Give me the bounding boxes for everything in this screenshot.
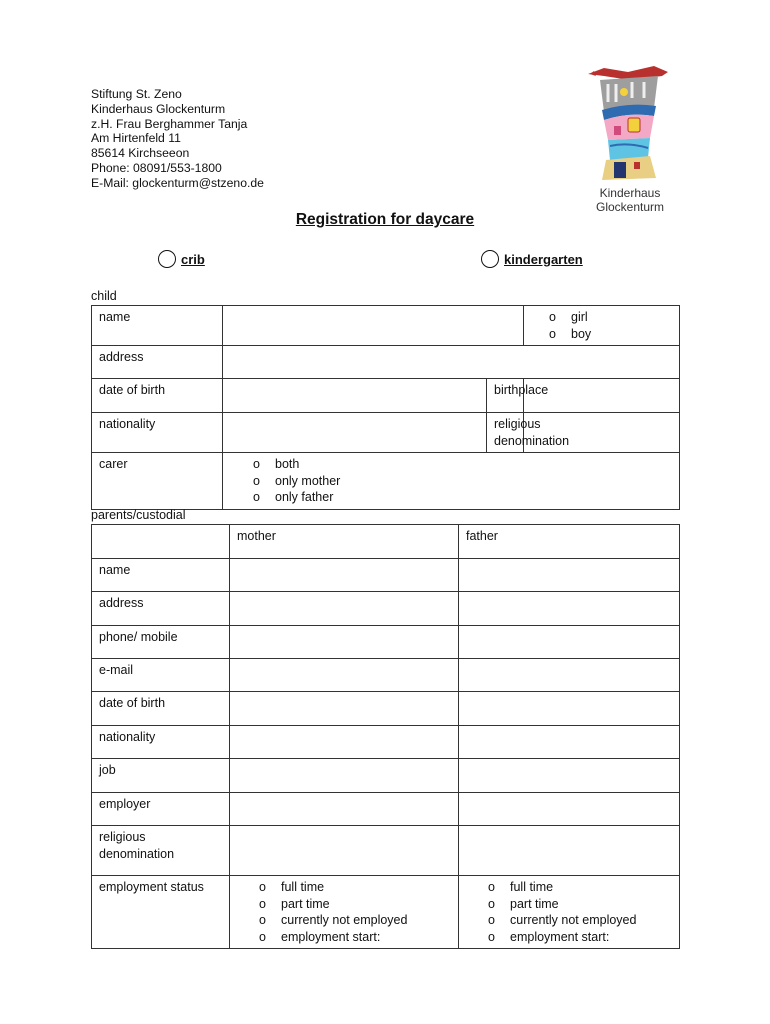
employment-label: employment start: [510, 929, 610, 944]
table-row [92, 453, 680, 510]
child-gender-cell [524, 306, 680, 346]
table-row [92, 306, 680, 346]
kindergarten-radio[interactable] [481, 250, 499, 268]
mother-field[interactable] [230, 793, 459, 826]
table-row [92, 659, 680, 692]
table-row [92, 379, 680, 413]
crib-label: crib [181, 251, 205, 267]
employment-label: currently not employed [510, 913, 637, 927]
employment-status-label: employment status [92, 876, 230, 949]
mother-employment-option[interactable]: o employment start: [259, 929, 381, 944]
parent-row-label: employer [92, 793, 230, 826]
mother-employment-cell [230, 876, 459, 949]
carer-label: only mother [275, 473, 341, 488]
address-line: E-Mail: glockenturm@stzeno.de [91, 175, 264, 190]
child-carer-label: carer [92, 453, 223, 510]
gender-option-boy[interactable]: o boy [549, 326, 592, 341]
crib-option[interactable] [158, 250, 205, 268]
table-row [92, 759, 680, 793]
bell-tower-icon [584, 62, 676, 187]
employment-label: full time [281, 880, 325, 894]
corner-cell [92, 525, 230, 559]
mother-employment-option[interactable]: o currently not employed [259, 913, 408, 927]
parent-row-label: phone/ mobile [92, 626, 230, 659]
parent-row-label: date of birth [92, 692, 230, 726]
child-address-field[interactable] [223, 346, 680, 379]
logo-text-line2: Glockenturm [595, 200, 665, 214]
mother-field[interactable] [230, 726, 459, 759]
mother-field[interactable] [230, 659, 459, 692]
father-field[interactable] [459, 692, 680, 726]
child-dob-label: date of birth [92, 379, 223, 413]
child-name-label: name [92, 306, 223, 346]
child-birthplace-label: birthplace [487, 379, 524, 413]
parent-row-label: name [92, 559, 230, 592]
parent-row-label: job [92, 759, 230, 793]
address-line: Phone: 08091/553-1800 [91, 160, 222, 175]
father-field[interactable] [459, 726, 680, 759]
address-line: Stiftung St. Zeno [91, 87, 182, 101]
child-address-label: address [92, 346, 223, 379]
crib-radio[interactable] [158, 250, 176, 268]
table-row [92, 346, 680, 379]
table-row [92, 592, 680, 626]
employment-label: part time [510, 896, 559, 911]
form-title: Registration for daycare [295, 211, 475, 228]
carer-option-mother[interactable]: o only mother [253, 473, 341, 488]
father-employment-option[interactable]: o full time [488, 880, 554, 894]
employment-label: full time [510, 880, 554, 894]
mother-column-header: mother [230, 525, 459, 559]
carer-label: both [275, 457, 300, 471]
address-line: Am Hirtenfeld 11 [91, 131, 181, 146]
parent-row-label: religious denomination [92, 826, 230, 876]
mother-field[interactable] [230, 759, 459, 793]
father-employment-option[interactable]: o part time [488, 896, 559, 911]
carer-option-father[interactable]: o only father [253, 490, 334, 504]
gender-label: girl [571, 310, 588, 324]
father-field[interactable] [459, 759, 680, 793]
table-row [92, 826, 680, 876]
table-row [92, 559, 680, 592]
father-field[interactable] [459, 793, 680, 826]
table-row [92, 876, 680, 949]
father-field[interactable] [459, 592, 680, 626]
parent-row-label: nationality [92, 726, 230, 759]
table-row [92, 626, 680, 659]
kinderhaus-logo [584, 62, 676, 220]
table-row [92, 726, 680, 759]
parent-row-label: address [92, 592, 230, 626]
father-column-header: father [459, 525, 680, 559]
sender-address [91, 87, 264, 191]
gender-option-girl[interactable]: o girl [549, 310, 588, 324]
table-row [92, 793, 680, 826]
table-row [92, 692, 680, 726]
father-field[interactable] [459, 626, 680, 659]
employment-label: currently not employed [281, 913, 408, 927]
carer-label: only father [275, 490, 334, 504]
logo-text-line1: Kinderhaus [599, 186, 661, 200]
kindergarten-label: kindergarten [504, 251, 583, 267]
mother-field[interactable] [230, 692, 459, 726]
address-line: z.H. Frau Berghammer Tanja [91, 116, 248, 131]
parents-section-label: parents/custodial [91, 508, 186, 522]
mother-field[interactable] [230, 559, 459, 592]
child-name-field[interactable] [223, 306, 524, 346]
mother-employment-option[interactable]: o full time [259, 880, 325, 894]
child-nationality-label: nationality [92, 413, 223, 453]
child-nationality-field[interactable] [223, 413, 487, 453]
address-line: 85614 Kirchseeon [91, 146, 190, 161]
mother-employment-option[interactable]: o part time [259, 896, 330, 911]
mother-field[interactable] [230, 592, 459, 626]
mother-field[interactable] [230, 826, 459, 876]
kindergarten-option[interactable] [481, 250, 583, 268]
gender-label: boy [571, 326, 592, 341]
child-section-label: child [91, 289, 117, 303]
employment-label: employment start: [281, 929, 381, 944]
employment-label: part time [281, 896, 330, 911]
table-row [92, 525, 680, 559]
carer-option-both[interactable]: o both [253, 457, 300, 471]
address-line: Kinderhaus Glockenturm [91, 101, 226, 116]
parents-table [91, 524, 680, 949]
father-field[interactable] [459, 559, 680, 592]
child-dob-field[interactable] [223, 379, 487, 413]
parent-row-label: e-mail [92, 659, 230, 692]
mother-field[interactable] [230, 626, 459, 659]
father-employment-option[interactable]: o employment start: [488, 929, 610, 944]
child-table [91, 305, 680, 510]
father-employment-cell [459, 876, 680, 949]
father-employment-option[interactable]: o currently not employed [488, 913, 637, 927]
father-field[interactable] [459, 826, 680, 876]
father-field[interactable] [459, 659, 680, 692]
child-religion-label: religious denomination [487, 413, 524, 453]
table-row [92, 413, 680, 453]
child-carer-cell [223, 453, 680, 510]
